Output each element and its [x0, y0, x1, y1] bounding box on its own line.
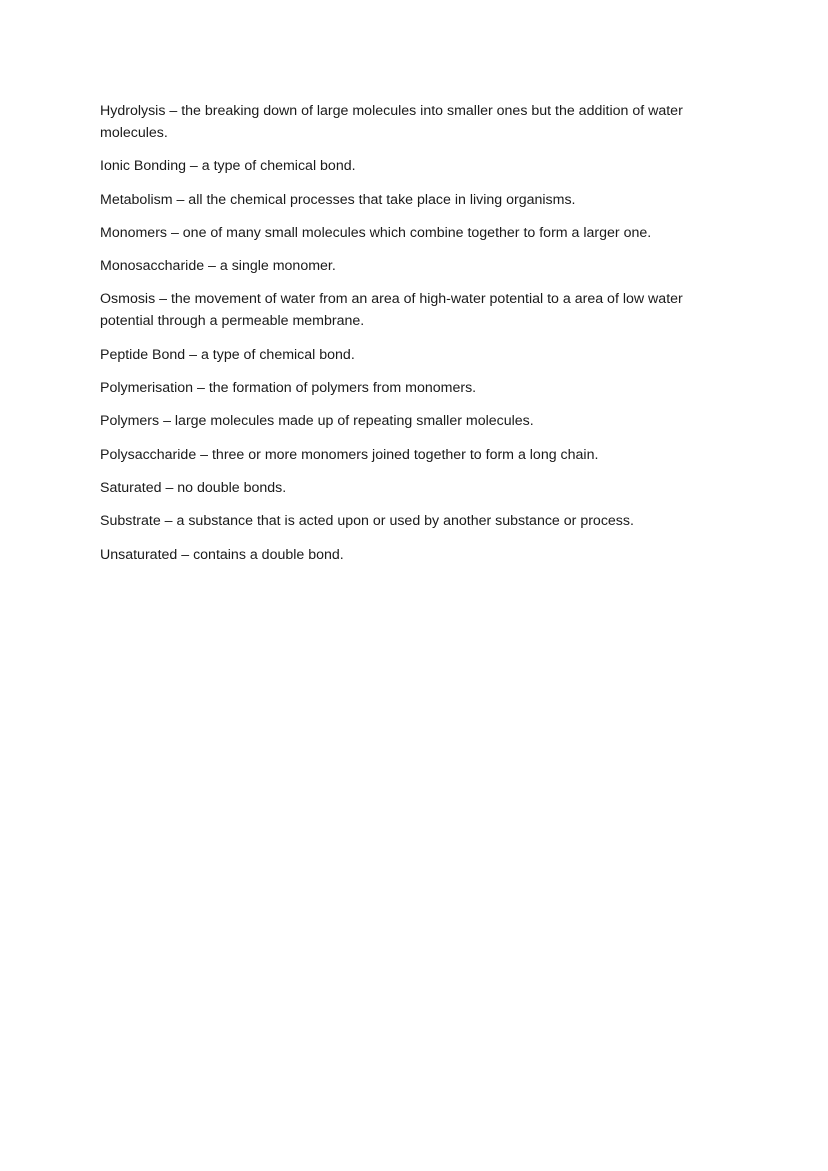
glossary-entry-monomers: Monomers – one of many small molecules which combine together to form a larger one. [100, 224, 652, 241]
glossary-entry-saturated: Saturated – no double bonds. [100, 479, 287, 496]
glossary-entry-ionic-bonding: Ionic Bonding – a type of chemical bond. [100, 158, 356, 175]
glossary-list [100, 100, 720, 577]
glossary-entry-polymerisation: Polymerisation – the formation of polymers from monomers. [100, 380, 477, 397]
glossary-entry-substrate: Substrate – a substance that is acted upon or used by another substance or process. [100, 513, 634, 530]
glossary-entry-polymers: Polymers – large molecules made up of repeating smaller molecules. [100, 413, 534, 430]
glossary-entry-hydrolysis: Hydrolysis – the breaking down of large molecules into smaller ones but the addition of water molecules. [100, 103, 683, 141]
glossary-entry-unsaturated: Unsaturated – contains a double bond. [100, 546, 344, 563]
glossary-entry-osmosis: Osmosis – the movement of water from an area of high-water potential to a area of low water potential through a permeable membrane. [100, 291, 683, 330]
glossary-entry-peptide-bond: Peptide Bond – a type of chemical bond. [100, 346, 355, 363]
glossary-entry-monosaccharide: Monosaccharide – a single monomer. [100, 258, 336, 275]
glossary-entry-metabolism: Metabolism – all the chemical processes that take place in living organisms. [100, 191, 576, 208]
glossary-entry-polysaccharide: Polysaccharide – three or more monomers joined together to form a long chain. [100, 446, 599, 463]
